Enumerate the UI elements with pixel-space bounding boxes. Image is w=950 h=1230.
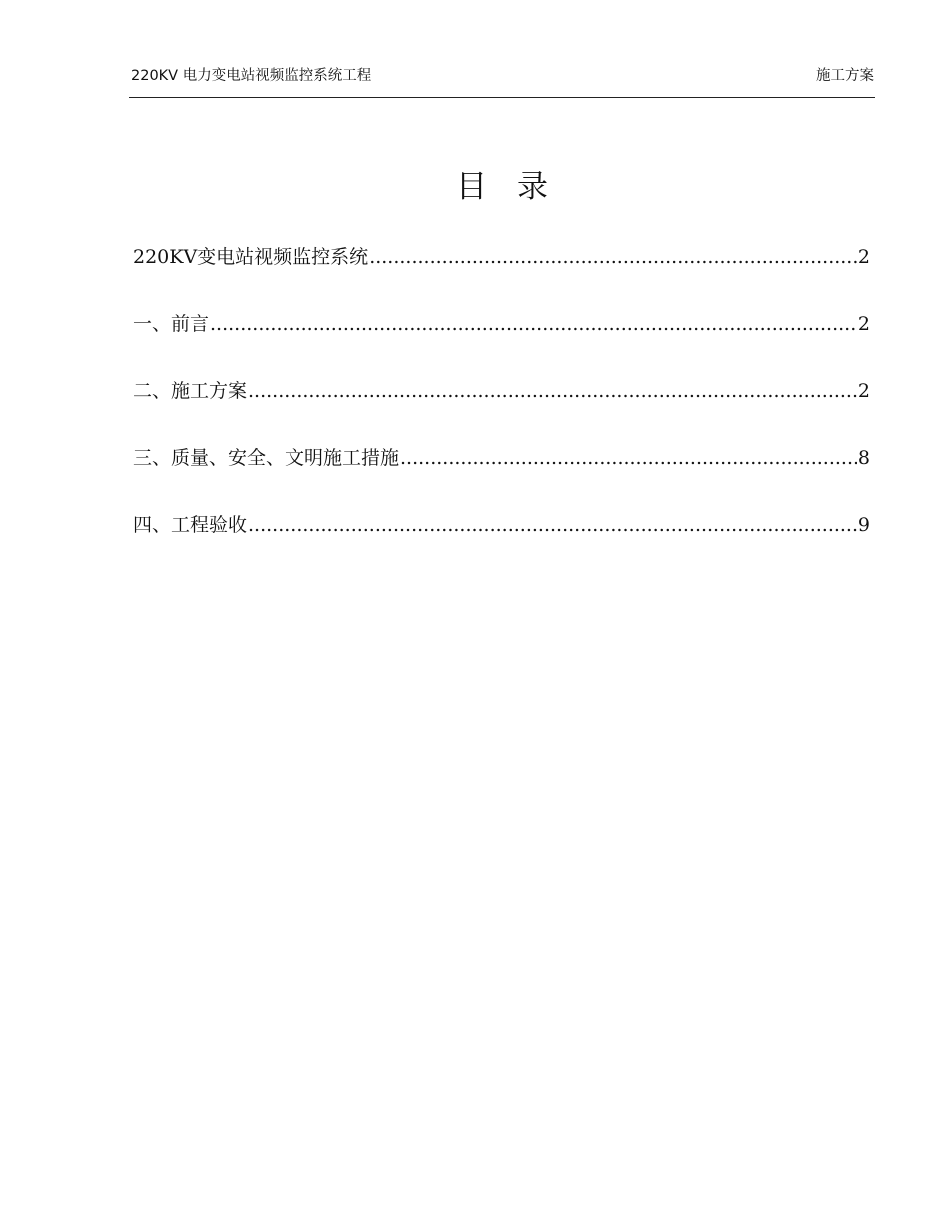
toc-title [0,166,950,208]
toc-entry-page-number: 2 [857,313,870,335]
toc-dot-leader [400,439,857,477]
toc-dot-leader [248,372,857,410]
toc-dot-leader [210,305,857,343]
toc-entry-page-number: 2 [857,246,870,268]
toc-title-part1: 目 [456,169,487,205]
toc-entry-page-number: 8 [857,447,870,469]
toc-entry-label: 四、工程验收 [133,514,248,536]
header-section-title: 施工方案 [816,68,874,84]
toc-dot-leader [369,238,857,276]
toc-entry-acceptance[interactable] [133,506,870,573]
toc-entry-preface[interactable] [133,305,870,372]
toc-entry-quality-safety[interactable] [133,439,870,506]
toc-entry-label: 220KV变电站视频监控系统 [133,246,369,268]
header-divider [129,97,875,98]
toc-entry-label: 二、施工方案 [133,380,248,402]
toc-entry-page-number: 2 [857,380,870,402]
toc-entry-overview[interactable] [133,238,870,305]
toc-title-part2: 录 [517,169,548,205]
toc-entry-label: 三、质量、安全、文明施工措施 [133,447,400,469]
toc-dot-leader [248,506,857,544]
page-header [131,66,874,86]
header-document-title: 220KV 电力变电站视频监控系统工程 [131,68,372,84]
toc-entry-page-number: 9 [857,514,870,536]
toc-entry-label: 一、前言 [133,313,210,335]
toc-list [133,238,870,573]
toc-entry-construction-plan[interactable] [133,372,870,439]
